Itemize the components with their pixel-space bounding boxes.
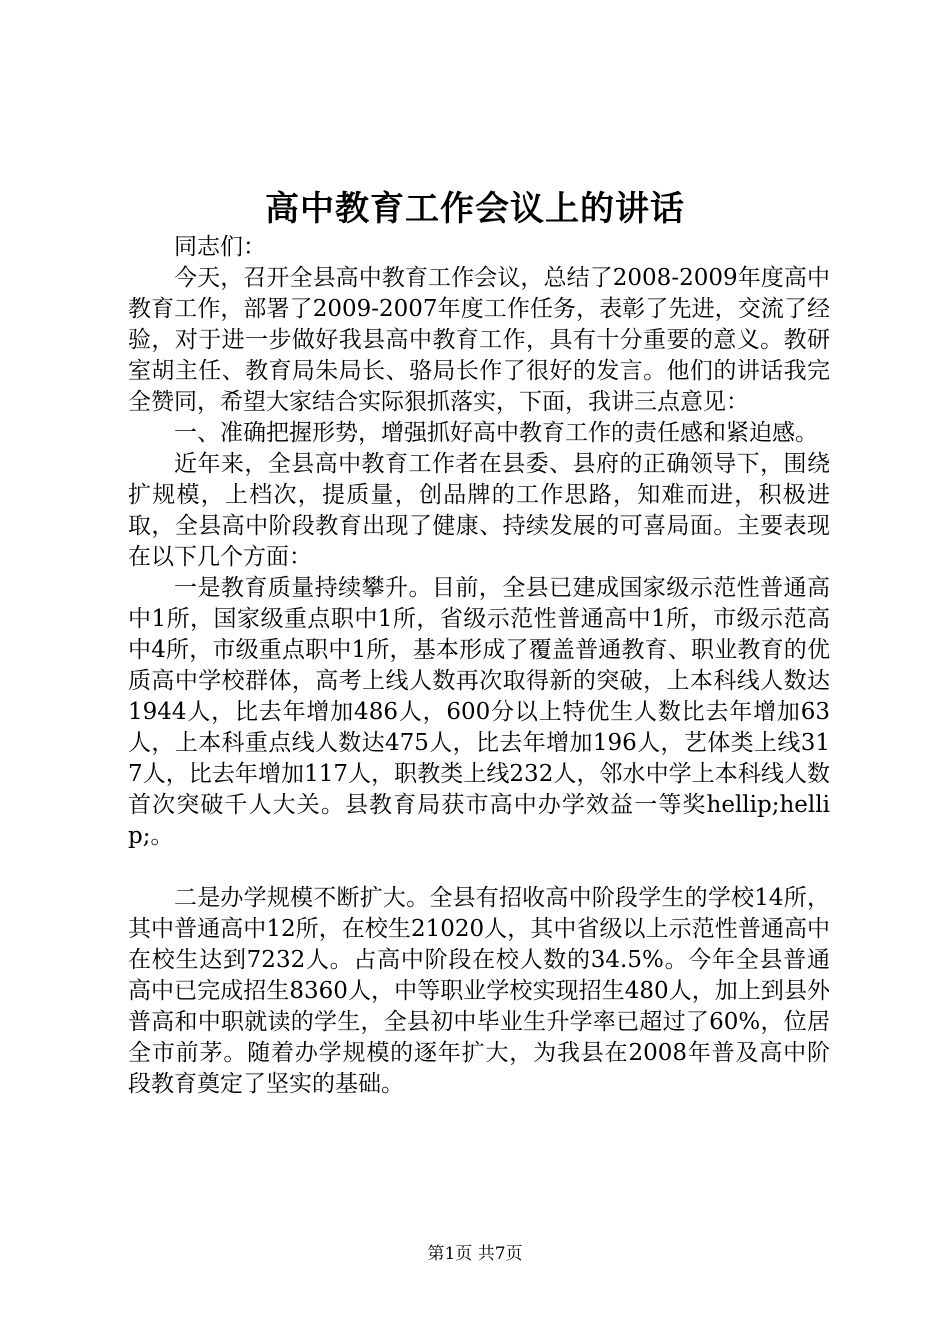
paragraph-overview: 近年来，全县高中教育工作者在县委、县府的正确领导下，围绕扩规模，上档次，提质量，创品牌的工作思路，知难而进，积极进取，全县高中阶段教育出现了健康、持续发展的可喜局面。主要表现在以下几个方面： (128, 451, 830, 570)
document-body (128, 232, 830, 1100)
paragraph-scale: 二是办学规模不断扩大。全县有招收高中阶段学生的学校14所，其中普通高中12所，在校生21020人，其中省级以上示范性普通高中在校生达到7232人。占高中阶段在校人数的34.5%。今年全县普通高中已完成招生8360人，中等职业学校实现招生480人，加上到县外普高和中职就读的学生，全县初中毕业生升学率已超过了60%，位居全市前茅。随着办学规模的逐年扩大，为我县在2008年普及高中阶段教育奠定了坚实的基础。 (128, 885, 830, 1097)
paragraph-quality: 一是教育质量持续攀升。目前，全县已建成国家级示范性普通高中1所，国家级重点职中1所，省级示范性普通高中1所，市级示范高中4所，市级重点职中1所，基本形成了覆盖普通教育、职业教育的优质高中学校群体，高考上线人数再次取得新的突破，上本科线人数达1944人，比去年增加486人，600分以上特优生人数比去年增加63人，上本科重点线人数达475人，比去年增加196人，艺体类上线317人，比去年增加117人，职教类上线232人，邻水中学上本科线人数首次突破千人大关。县教育局获市高中办学效益一等奖hellip;hellip;。 (128, 575, 830, 849)
document-title: 高中教育工作会议上的讲话 (265, 189, 685, 229)
salutation: 同志们： (174, 234, 266, 260)
section-heading-1: 一、准确把握形势，增强抓好高中教育工作的责任感和紧迫感。 (174, 420, 818, 446)
paragraph-intro: 今天，召开全县高中教育工作会议，总结了2008-2009年度高中教育工作，部署了2009-2007年度工作任务，表彰了先进，交流了经验，对于进一步做好我县高中教育工作，具有十分重要的意义。教研室胡主任、教育局朱局长、骆局长作了很好的发言。他们的讲话我完全赞同，希望大家结合实际狠抓落实，下面，我讲三点意见： (128, 265, 830, 415)
page-number: 第1页 共7页 (427, 1244, 523, 1264)
